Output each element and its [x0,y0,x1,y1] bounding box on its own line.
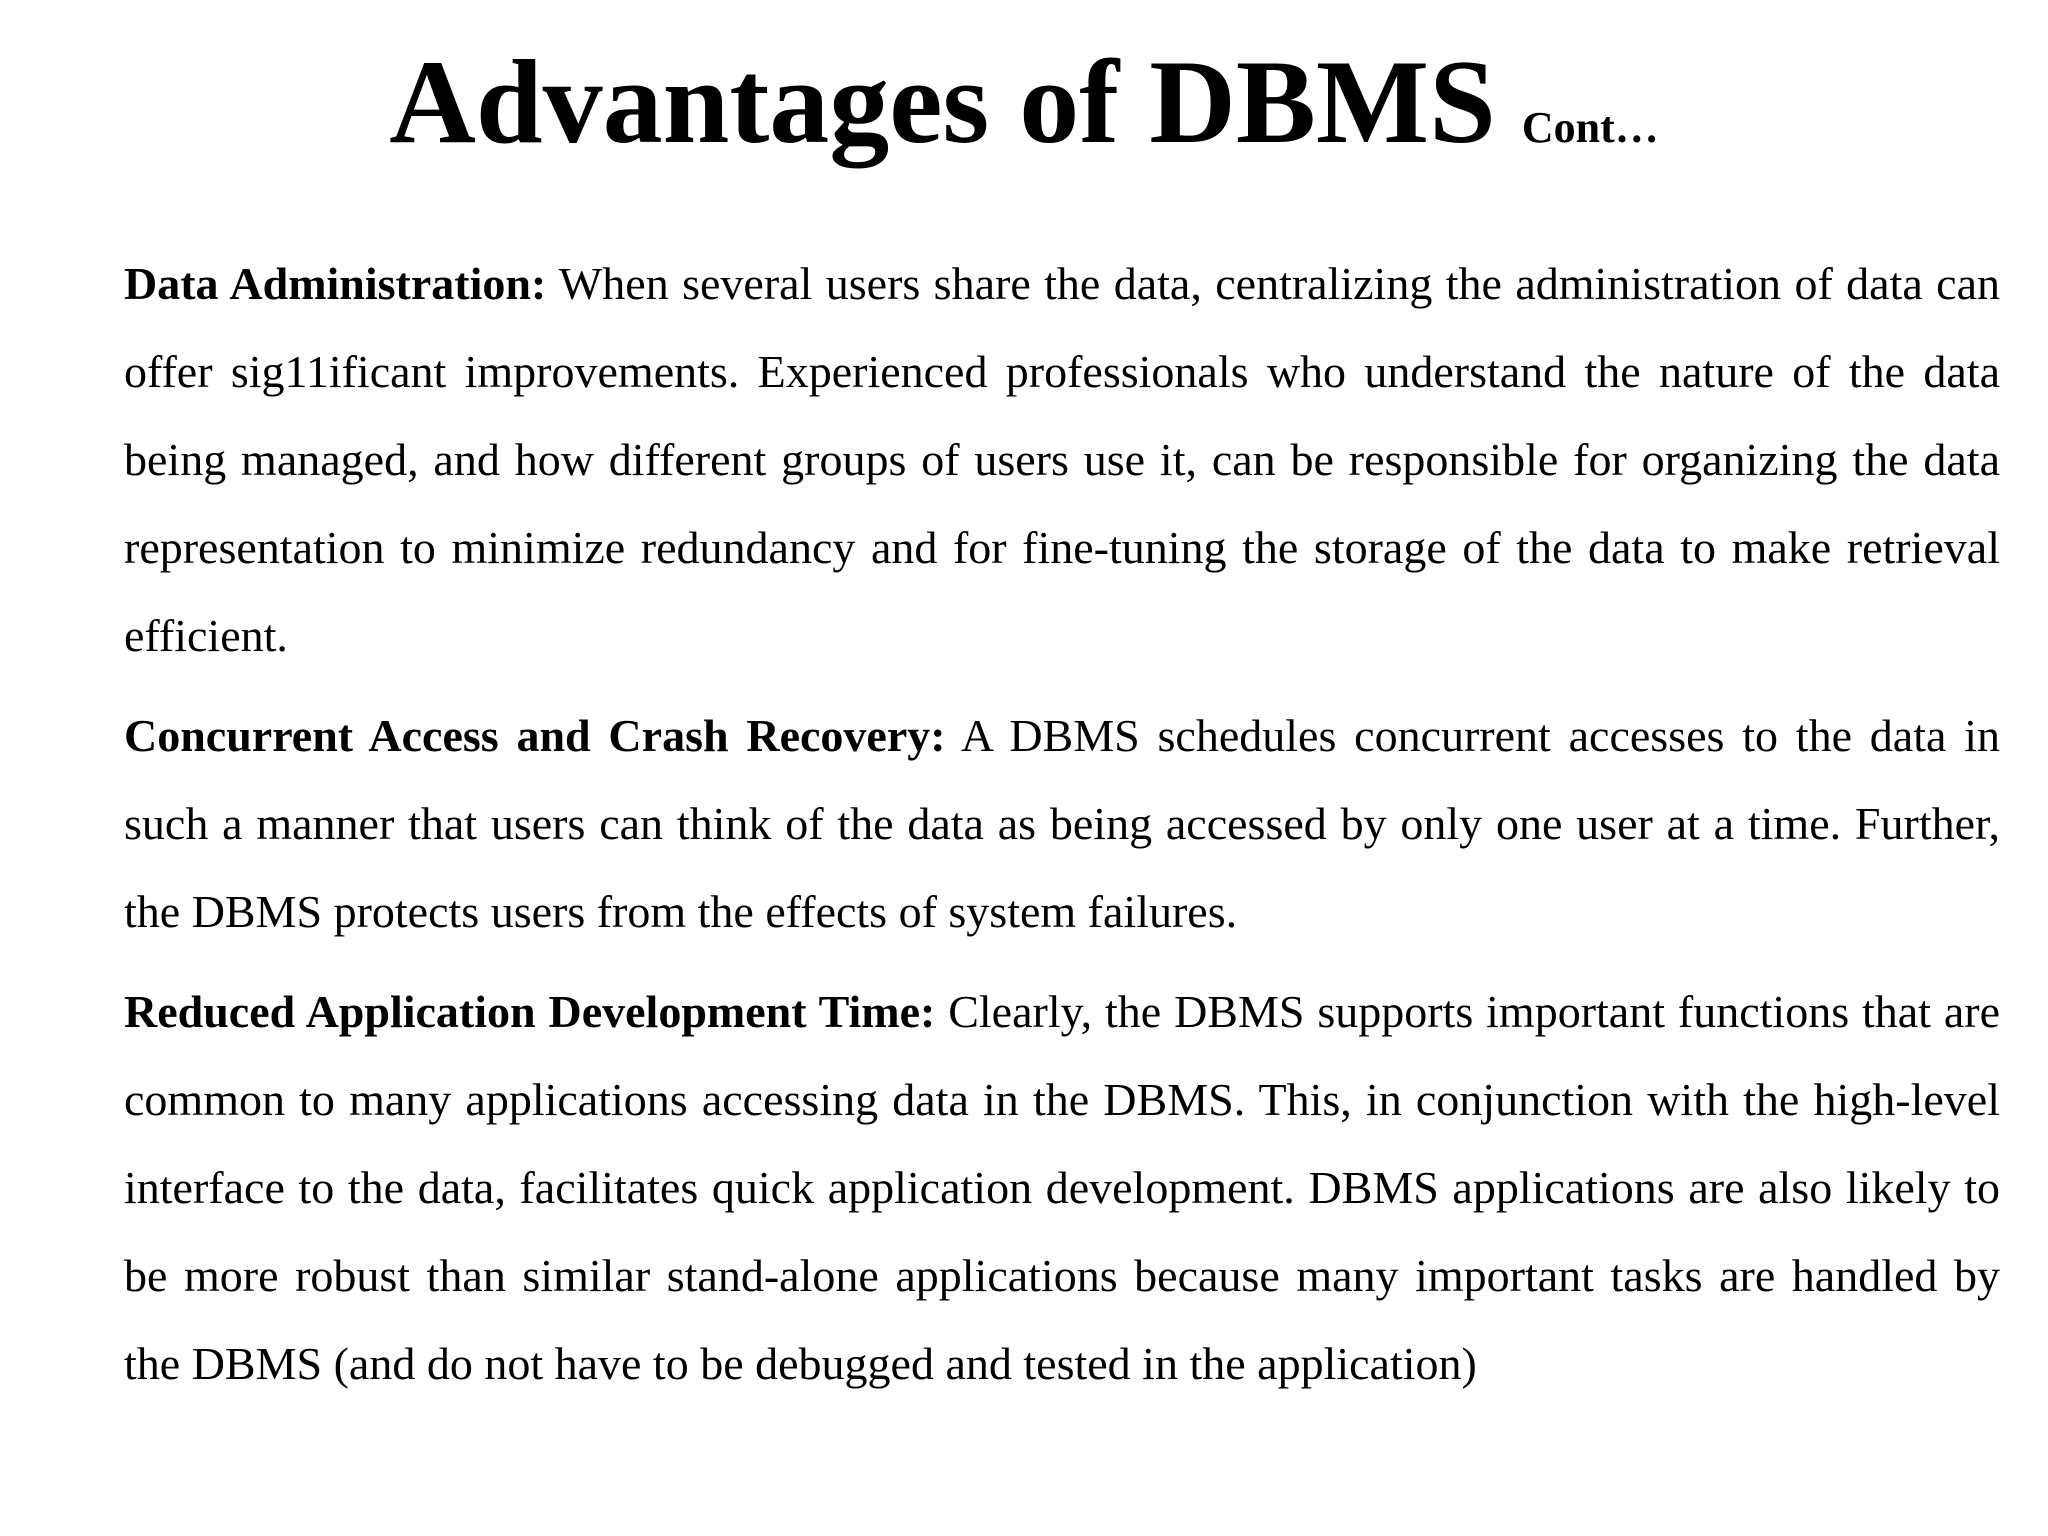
paragraph-text: Clearly, the DBMS supports important functions that are common to many applications accessing data in the DBMS. This, in conjunction with the high-level interface to the data, facilitates quick application development. DBMS applications are also likely to be more robust than similar stand-alone applications because many important tasks are handled by the DBMS (and do not have to be debugged and tested in the application) [124,986,2001,1389]
slide-title [0,35,2048,168]
slide-content [124,240,2000,1420]
paragraph-data-administration [124,240,2000,680]
title-suffix: Cont… [1521,103,1659,152]
paragraph-term: Reduced Application Development Time: [124,986,936,1037]
paragraph-term: Data Administration: [124,258,547,309]
paragraph-concurrent-access [124,692,2000,956]
paragraph-term: Concurrent Access and Crash Recovery: [124,710,946,761]
title-text: Advantages of DBMS [389,35,1496,168]
paragraph-text: When several users share the data, centralizing the administration of data can offer sig11ificant improvements. Experienced professionals who understand the nature of the data being managed, and how different groups of users use it, can be responsible for organizing the data representation to minimize redundancy and for fine-tuning the storage of the data to make retrieval efficient. [124,258,2001,661]
paragraph-text: A DBMS schedules concurrent accesses to the data in such a manner that users can think of the data as being accessed by only one user at a time. Further, the DBMS protects users from the effects of system failures. [124,710,2000,937]
paragraph-reduced-dev-time [124,968,2000,1408]
